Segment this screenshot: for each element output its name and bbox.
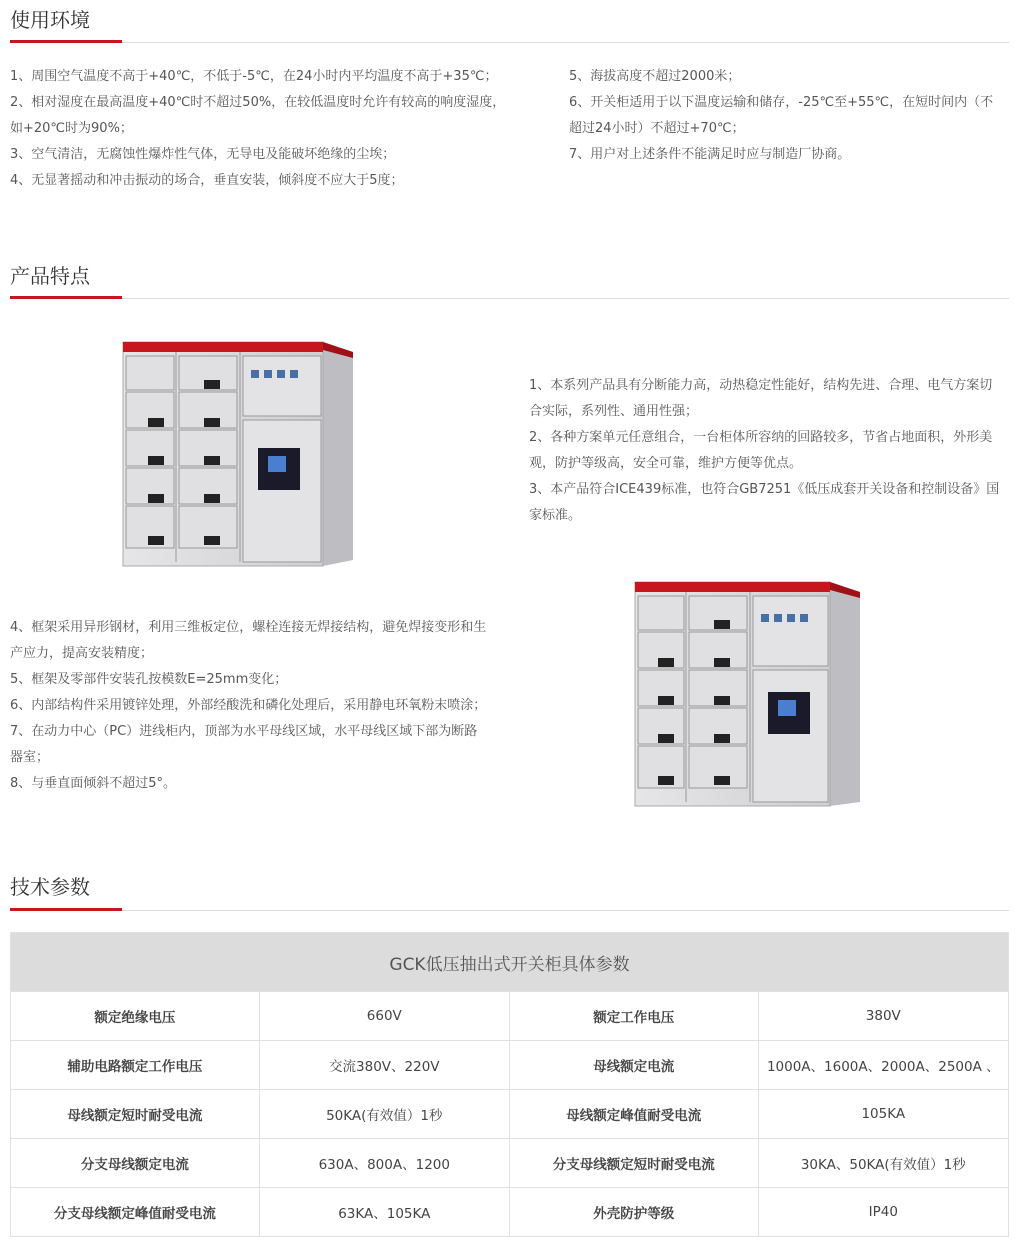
param-value: IP40 [758,1188,1008,1237]
param-value: 63KA、105KA [259,1188,509,1237]
table-header-row [11,933,1009,992]
param-key: 额定绝缘电压 [11,992,260,1041]
feature-item: 3、本产品符合ICE439标准，也符合GB7251《低压成套开关设备和控制设备》国家标准。 [529,482,1000,523]
param-value: 50KA(有效值）1秒 [259,1090,509,1139]
param-key: 母线额定峰值耐受电流 [509,1090,758,1139]
feature-item: 2、各种方案单元任意组合，一台柜体所容纳的回路较多，节省占地面积，外形美观，防护等级高，安全可靠，维护方便等优点。 [529,430,993,471]
cabinet-image-2 [630,574,880,814]
env-item: 1、周围空气温度不高于+40℃，不低于-5℃，在24小时内平均温度不高于+35℃； [10,69,498,84]
param-value: 30KA、50KA(有效值）1秒 [758,1139,1008,1188]
section-accent-bar [10,296,122,299]
feature-item: 4、框架采用异形钢材，利用三维板定位，螺栓连接无焊接结构，避免焊接变形和生产应力，提高安装精度； [10,620,487,661]
section-title-features: 产品特点 [10,264,90,288]
param-key: 额定工作电压 [509,992,758,1041]
table-row [11,1090,1009,1139]
table-row [11,1139,1009,1188]
param-key: 外壳防护等级 [509,1188,758,1237]
env-left-list [10,64,510,194]
section-title-env: 使用环境 [10,8,90,32]
param-key: 分支母线额定短时耐受电流 [509,1139,758,1188]
features-right-list [529,373,1003,529]
spec-table [10,932,1009,1237]
cabinet-image-1 [118,330,368,570]
param-value: 660V [259,992,509,1041]
section-accent-bar [10,908,122,911]
param-key: 母线额定电流 [509,1041,758,1090]
feature-item: 8、与垂直面倾斜不超过5°。 [10,776,177,791]
param-value: 交流380V、220V [259,1041,509,1090]
feature-item: 5、框架及零部件安装孔按模数E=25mm变化； [10,672,288,687]
param-value: 630A、800A、1200 [259,1139,509,1188]
param-key: 分支母线额定峰值耐受电流 [11,1188,260,1237]
param-key: 母线额定短时耐受电流 [11,1090,260,1139]
section-accent-bar [10,40,122,43]
feature-item: 1、本系列产品具有分断能力高，动热稳定性能好，结构先进、合理、电气方案切合实际，系列性、通用性强； [529,378,993,419]
section-divider [10,298,1009,299]
features-left-list [10,615,490,797]
param-key: 分支母线额定电流 [11,1139,260,1188]
param-value: 105KA [758,1090,1008,1139]
env-item: 6、开关柜适用于以下温度运输和储存，-25℃至+55℃，在短时间内（不超过24小时）不超过+70℃； [569,95,994,136]
section-title-tech: 技术参数 [10,875,90,899]
param-key: 辅助电路额定工作电压 [11,1041,260,1090]
table-row [11,1188,1009,1237]
env-right-list [569,64,1001,168]
table-title: GCK低压抽出式开关柜具体参数 [11,933,1009,992]
env-item: 5、海拔高度不超过2000米； [569,69,741,84]
env-item: 2、相对湿度在最高温度+40℃时不超过50%，在较低温度时允许有较高的响度湿度，如+20℃时为90%； [10,95,506,136]
param-value: 380V [758,992,1008,1041]
feature-item: 6、内部结构件采用镀锌处理，外部经酸洗和磷化处理后，采用静电环氧粉末喷涂； [10,698,487,713]
param-value: 1000A、1600A、2000A、2500A 、 [758,1041,1008,1090]
feature-item: 7、在动力中心（PC）进线柜内，顶部为水平母线区域，水平母线区域下部为断路器室； [10,724,478,765]
section-divider [10,910,1009,911]
env-item: 3、空气清洁，无腐蚀性爆炸性气体，无导电及能破坏绝缘的尘埃； [10,147,396,162]
section-divider [10,42,1009,43]
env-item: 7、用户对上述条件不能满足时应与制造厂协商。 [569,147,851,162]
table-row [11,992,1009,1041]
env-item: 4、无显著摇动和冲击振动的场合，垂直安装，倾斜度不应大于5度； [10,173,404,188]
table-row [11,1041,1009,1090]
